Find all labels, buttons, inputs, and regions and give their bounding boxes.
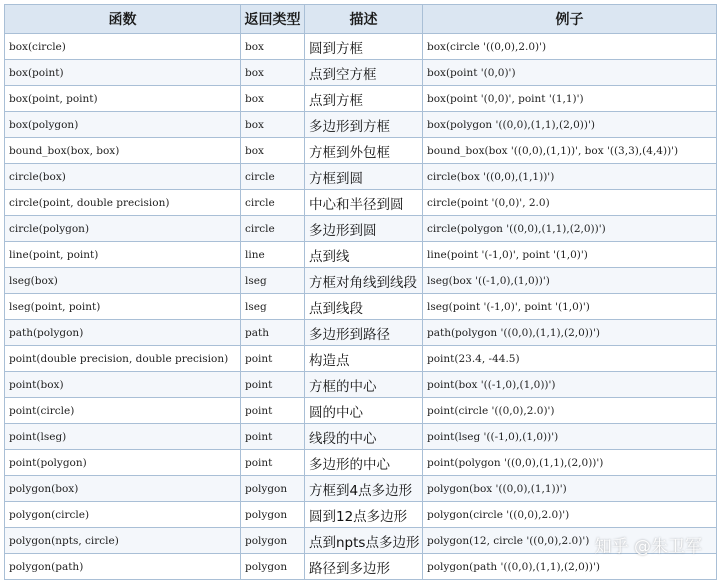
function-cell: path(polygon) — [5, 320, 241, 346]
return-type-cell: line — [241, 242, 305, 268]
description-cell: 线段的中心 — [305, 424, 423, 450]
table-row — [5, 294, 717, 320]
description-cell: 方框对角线到线段 — [305, 268, 423, 294]
description-cell: 点到npts点多边形 — [305, 528, 423, 554]
description-cell: 构造点 — [305, 346, 423, 372]
example-cell: box(circle '((0,0),2.0)') — [423, 34, 717, 60]
return-type-cell: box — [241, 112, 305, 138]
function-cell: polygon(box) — [5, 476, 241, 502]
return-type-cell: polygon — [241, 502, 305, 528]
table-row — [5, 86, 717, 112]
description-cell: 点到方框 — [305, 86, 423, 112]
return-type-cell: box — [241, 138, 305, 164]
function-cell: box(point, point) — [5, 86, 241, 112]
table-row — [5, 164, 717, 190]
watermark: 知乎 @朱卫军 — [594, 537, 702, 557]
function-cell: box(circle) — [5, 34, 241, 60]
example-cell: line(point '(-1,0)', point '(1,0)') — [423, 242, 717, 268]
function-cell: polygon(circle) — [5, 502, 241, 528]
example-cell: polygon(12, circle '((0,0),2.0)') — [423, 528, 717, 554]
description-cell: 路径到多边形 — [305, 554, 423, 580]
example-cell: point(23.4, -44.5) — [423, 346, 717, 372]
table-row — [5, 216, 717, 242]
description-cell: 方框到4点多边形 — [305, 476, 423, 502]
description-cell: 多边形的中心 — [305, 450, 423, 476]
description-cell: 方框到圆 — [305, 164, 423, 190]
example-cell: box(point '(0,0)', point '(1,1)') — [423, 86, 717, 112]
return-type-cell: point — [241, 450, 305, 476]
example-cell: polygon(path '((0,0),(1,1),(2,0))') — [423, 554, 717, 580]
table-row — [5, 60, 717, 86]
table-row — [5, 320, 717, 346]
example-cell: circle(box '((0,0),(1,1))') — [423, 164, 717, 190]
description-cell: 中心和半径到圆 — [305, 190, 423, 216]
function-cell: point(double precision, double precision) — [5, 346, 241, 372]
example-cell: box(polygon '((0,0),(1,1),(2,0))') — [423, 112, 717, 138]
table-row — [5, 138, 717, 164]
table-row — [5, 398, 717, 424]
example-cell: point(lseg '((-1,0),(1,0))') — [423, 424, 717, 450]
return-type-cell: circle — [241, 164, 305, 190]
example-cell: box(point '(0,0)') — [423, 60, 717, 86]
table-row — [5, 554, 717, 580]
description-cell: 点到线段 — [305, 294, 423, 320]
return-type-cell: point — [241, 424, 305, 450]
description-cell: 多边形到路径 — [305, 320, 423, 346]
table-row — [5, 242, 717, 268]
description-cell: 多边形到圆 — [305, 216, 423, 242]
table-row — [5, 372, 717, 398]
function-cell: line(point, point) — [5, 242, 241, 268]
example-cell: bound_box(box '((0,0),(1,1))', box '((3,3),(4,4))') — [423, 138, 717, 164]
description-cell: 多边形到方框 — [305, 112, 423, 138]
function-cell: box(polygon) — [5, 112, 241, 138]
table-row — [5, 268, 717, 294]
table-row — [5, 190, 717, 216]
function-cell: point(box) — [5, 372, 241, 398]
table-row — [5, 112, 717, 138]
return-type-cell: polygon — [241, 476, 305, 502]
table-row — [5, 450, 717, 476]
function-cell: polygon(path) — [5, 554, 241, 580]
function-cell: box(point) — [5, 60, 241, 86]
header-example: 例子 — [423, 5, 717, 34]
example-cell: point(circle '((0,0),2.0)') — [423, 398, 717, 424]
function-cell: point(circle) — [5, 398, 241, 424]
function-cell: polygon(npts, circle) — [5, 528, 241, 554]
return-type-cell: lseg — [241, 268, 305, 294]
function-cell: lseg(box) — [5, 268, 241, 294]
return-type-cell: path — [241, 320, 305, 346]
table-row — [5, 424, 717, 450]
table-row — [5, 528, 717, 554]
function-cell: point(polygon) — [5, 450, 241, 476]
table-row — [5, 476, 717, 502]
example-cell: polygon(circle '((0,0),2.0)') — [423, 502, 717, 528]
return-type-cell: circle — [241, 190, 305, 216]
function-cell: lseg(point, point) — [5, 294, 241, 320]
return-type-cell: polygon — [241, 554, 305, 580]
function-cell: circle(box) — [5, 164, 241, 190]
example-cell: point(polygon '((0,0),(1,1),(2,0))') — [423, 450, 717, 476]
description-cell: 圆的中心 — [305, 398, 423, 424]
function-cell: bound_box(box, box) — [5, 138, 241, 164]
table-row — [5, 34, 717, 60]
description-cell: 点到空方框 — [305, 60, 423, 86]
function-cell: circle(polygon) — [5, 216, 241, 242]
function-table — [4, 4, 717, 580]
description-cell: 点到线 — [305, 242, 423, 268]
example-cell: path(polygon '((0,0),(1,1),(2,0))') — [423, 320, 717, 346]
return-type-cell: point — [241, 398, 305, 424]
header-row — [5, 5, 717, 34]
function-cell: point(lseg) — [5, 424, 241, 450]
function-cell: circle(point, double precision) — [5, 190, 241, 216]
example-cell: circle(point '(0,0)', 2.0) — [423, 190, 717, 216]
return-type-cell: box — [241, 60, 305, 86]
header-function: 函数 — [5, 5, 241, 34]
example-cell: circle(polygon '((0,0),(1,1),(2,0))') — [423, 216, 717, 242]
example-cell: lseg(box '((-1,0),(1,0))') — [423, 268, 717, 294]
example-cell: lseg(point '(-1,0)', point '(1,0)') — [423, 294, 717, 320]
return-type-cell: point — [241, 346, 305, 372]
description-cell: 圆到12点多边形 — [305, 502, 423, 528]
return-type-cell: box — [241, 86, 305, 112]
description-cell: 方框到外包框 — [305, 138, 423, 164]
table-row — [5, 502, 717, 528]
example-cell: point(box '((-1,0),(1,0))') — [423, 372, 717, 398]
table-row — [5, 346, 717, 372]
example-cell: polygon(box '((0,0),(1,1))') — [423, 476, 717, 502]
return-type-cell: lseg — [241, 294, 305, 320]
return-type-cell: polygon — [241, 528, 305, 554]
header-return-type: 返回类型 — [241, 5, 305, 34]
return-type-cell: box — [241, 34, 305, 60]
description-cell: 圆到方框 — [305, 34, 423, 60]
header-description: 描述 — [305, 5, 423, 34]
return-type-cell: circle — [241, 216, 305, 242]
description-cell: 方框的中心 — [305, 372, 423, 398]
return-type-cell: point — [241, 372, 305, 398]
